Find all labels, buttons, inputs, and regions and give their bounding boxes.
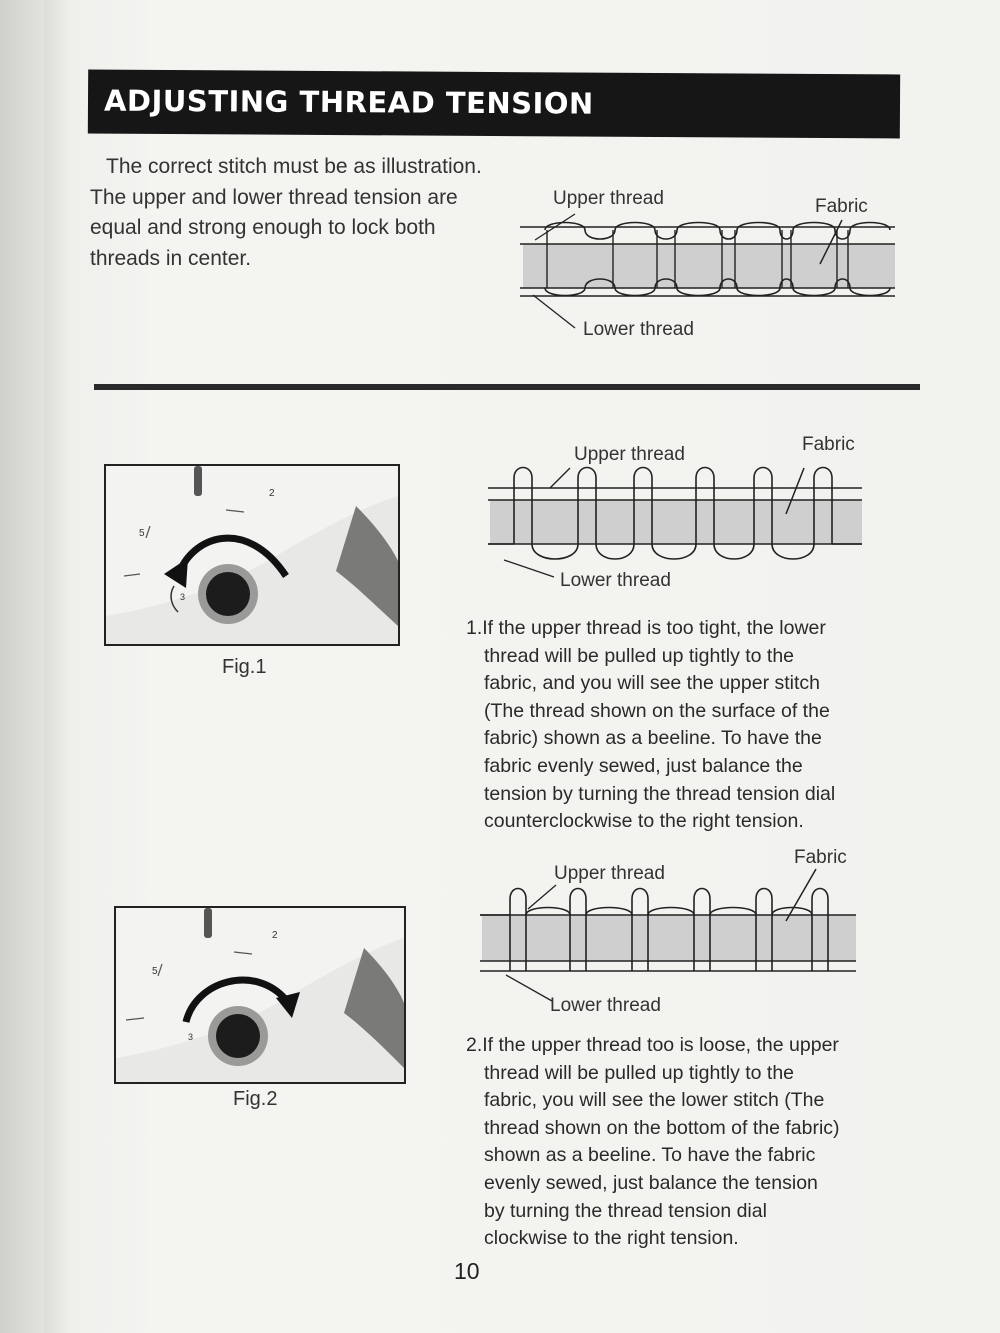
lower-thread-label: Lower thread: [550, 995, 661, 1016]
item1-line-4: (The thread shown on the surface of the: [484, 699, 830, 722]
instruction-item-2: [466, 1032, 896, 1253]
fig2-label: Fig.2: [233, 1088, 278, 1110]
needle-slot: [204, 908, 212, 938]
intro-text: [90, 152, 520, 274]
section-divider: [94, 384, 920, 390]
fabric-label: Fabric: [794, 847, 847, 868]
lower-thread-label: Lower thread: [583, 319, 694, 340]
item1-line-8: counterclockwise to the right tension.: [484, 810, 804, 833]
dial-mark-5: 5: [139, 528, 145, 539]
item2-line-3: fabric, you will see the lower stitch (The: [484, 1089, 825, 1112]
upper-thread-label: Upper thread: [553, 188, 664, 209]
correct-stitch-diagram: [515, 180, 900, 350]
item1-line-6: fabric evenly sewed, just balance the: [484, 754, 803, 777]
dial-mark-3: 3: [180, 592, 186, 602]
dial-mark-2: 2: [269, 488, 275, 499]
loose-upper-thread-diagram: [476, 845, 866, 1020]
item2-line-8: clockwise to the right tension.: [484, 1227, 739, 1250]
tight-upper-thread-diagram: [484, 432, 870, 600]
upper-thread-label: Upper thread: [574, 444, 685, 465]
fabric-label: Fabric: [815, 196, 868, 217]
item2-line-5: shown as a beeline. To have the fabric: [484, 1144, 816, 1167]
upper-thread-label: Upper thread: [554, 863, 665, 884]
dial-mark-5: 5: [152, 966, 158, 977]
item1-line-1: 1.If the upper thread is too tight, the lower: [466, 617, 826, 639]
lower-loops: [488, 544, 862, 559]
intro-line-3: equal and strong enough to lock both: [90, 216, 436, 239]
fabric-label: Fabric: [802, 434, 855, 455]
item2-line-6: evenly sewed, just balance the tension: [484, 1171, 818, 1194]
fig2-dial-illustration: [116, 908, 404, 1082]
instruction-item-1: [466, 615, 896, 836]
page-gutter: [0, 0, 44, 1333]
item2-line-4: thread shown on the bottom of the fabric): [484, 1116, 840, 1139]
fig2-photo: [114, 906, 406, 1084]
section-title: ADJUSTING THREAD TENSION: [103, 83, 594, 121]
fabric-band: [482, 915, 856, 961]
intro-line-2: The upper and lower thread tension are: [90, 185, 458, 209]
loose-thread-illustration: [476, 845, 866, 1020]
dial-mark-2: 2: [272, 930, 278, 941]
section-header-banner: [88, 70, 900, 139]
lower-thread-label: Lower thread: [560, 570, 671, 591]
lower-label-leader: [533, 295, 575, 328]
top-thread-segments: [480, 908, 812, 916]
item1-line-7: tension by turning the thread tension dial: [484, 782, 836, 805]
fig1-label: Fig.1: [222, 656, 267, 678]
item2-line-1: 2.If the upper thread too is loose, the upper: [466, 1034, 839, 1056]
fabric-band: [523, 244, 895, 288]
item1-line-5: fabric) shown as a beeline. To have the: [484, 727, 822, 750]
item2-line-2: thread will be pulled up tightly to the: [484, 1061, 795, 1084]
tension-dial-knob: [206, 572, 250, 616]
dial-mark-3: 3: [188, 1032, 194, 1042]
tension-dial-knob: [216, 1014, 260, 1058]
intro-line-4: threads in center.: [90, 246, 252, 270]
needle-slot: [194, 466, 202, 496]
item1-line-3: fabric, and you will see the upper stitch: [484, 672, 821, 695]
fabric-band: [490, 500, 862, 544]
item1-line-2: thread will be pulled up tightly to the: [484, 644, 795, 667]
page-number: 10: [454, 1258, 480, 1284]
upper-loops: [545, 223, 890, 240]
fig1-dial-illustration: [106, 466, 398, 644]
intro-line-1: The correct stitch must be as illustration.: [106, 155, 482, 178]
item2-line-7: by turning the thread tension dial: [484, 1199, 767, 1222]
fig1-photo: [104, 464, 400, 646]
